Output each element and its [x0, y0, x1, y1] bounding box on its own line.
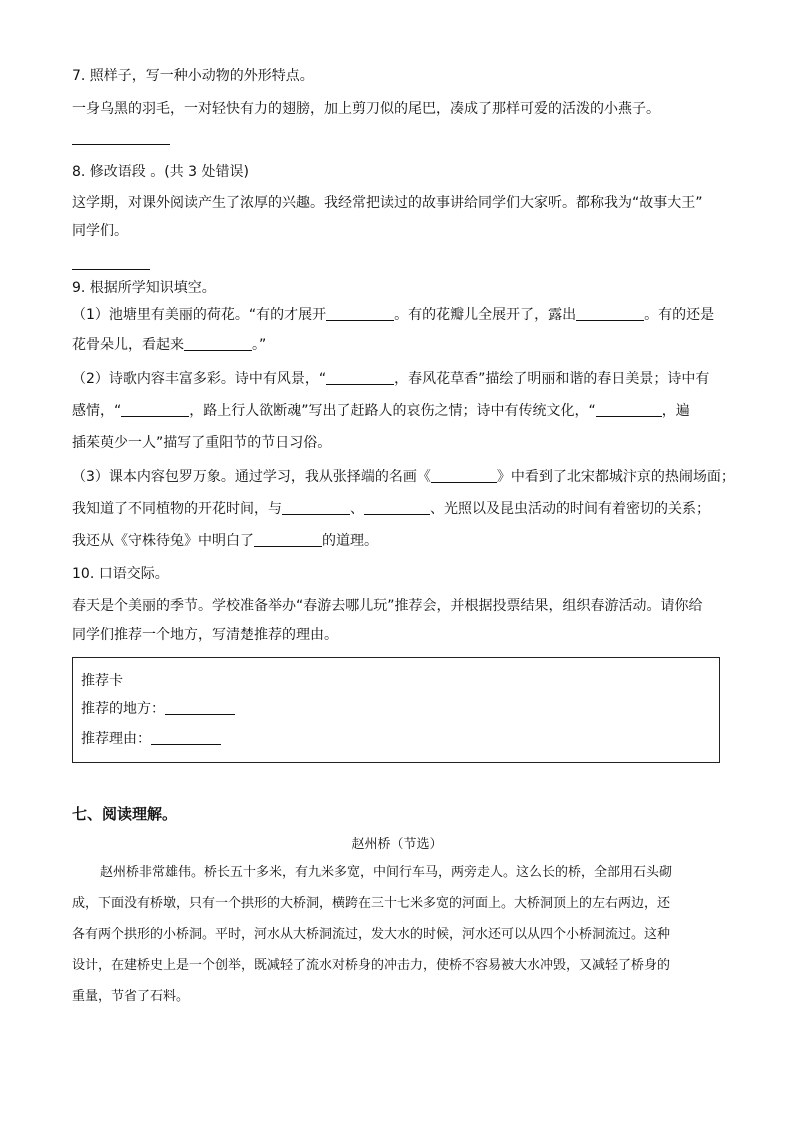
- q9-part3-text-b: 》中看到了北宋都城汴京的热闹场面；: [496, 469, 735, 485]
- q10-title: 10. 口语交际。: [72, 566, 169, 582]
- worksheet-page: [72, 64, 735, 1012]
- q9-blank-10[interactable]: [254, 532, 322, 547]
- card-place-label: 推荐的地方：: [81, 701, 165, 717]
- q9-part2-text-d: ，路上行人欲断魂”写出了赶路人的哀伤之情；诗中有传统文化，“: [189, 403, 596, 419]
- q9-part3-line2: [72, 499, 722, 519]
- q9-part2-text-b: ，春风花草香”描绘了明丽和谐的春日美景；诗中有: [394, 371, 710, 387]
- q9-part1-line1: [72, 305, 722, 325]
- q7-title: 7. 照样子，写一种小动物的外形特点。: [72, 68, 314, 84]
- passage-body: [72, 857, 722, 1012]
- passage-title: 赵州桥（节选）: [351, 837, 443, 852]
- q9-part2-text-e: ，遍: [661, 403, 690, 419]
- q9-part2-line2: [72, 401, 722, 421]
- q9-blank-2[interactable]: [576, 306, 644, 321]
- q9-part2-text-c: 感情，“: [72, 403, 122, 419]
- card-reason-row: [81, 724, 711, 754]
- card-title: 推荐卡: [81, 673, 123, 689]
- q9-part3-text-c: 我知道了不同植物的开花时间，与: [72, 501, 282, 517]
- q7-answer-line[interactable]: [72, 144, 170, 145]
- passage-line: 成，下面没有桥墩，只有一个拱形的大桥洞，横跨在三十七米多宽的河面上。大桥洞顶上的左右两边，还: [72, 896, 671, 911]
- passage-line: 赵州桥非常雄伟。桥长五十多米，有九米多宽，中间行车马，两旁走人。这么长的桥，全部用石头砌: [100, 865, 673, 880]
- q9-part1-text-a: （1）池塘里有美丽的荷花。“有的才展开: [72, 307, 327, 323]
- q9-blank-9[interactable]: [364, 500, 430, 515]
- q9-blank-8[interactable]: [282, 500, 350, 515]
- q9-part3-text-g: 的道理。: [322, 533, 378, 549]
- q9-part3-text-f: 我还从《守株待兔》中明白了: [72, 533, 254, 549]
- q9-part3-line1: [72, 467, 735, 487]
- q9-part2-line3: 插茱萸少一人”描写了重阳节的节日习俗。: [72, 435, 332, 451]
- card-place-row: [81, 694, 711, 724]
- card-place-blank[interactable]: [165, 700, 235, 715]
- q9-part2-text-a: （2）诗歌内容丰富多彩。诗中有风景，“: [72, 371, 327, 387]
- q9-blank-3[interactable]: [184, 336, 252, 351]
- q9-part1-text-e: 。”: [252, 337, 267, 353]
- q8-text-line-1: 这学期，对课外阅读产生了浓厚的兴趣。我经常把读过的故事讲给同学们大家听。都称我为“故事大王”: [72, 195, 703, 211]
- q9-blank-7[interactable]: [431, 468, 497, 483]
- q8-answer-line[interactable]: [72, 269, 150, 270]
- section-heading: 七、阅读理解。: [72, 805, 178, 823]
- q9-part1-text-b: 。有的花瓣儿全展开了，露出: [394, 307, 577, 323]
- q9-part3-text-d: 、: [350, 501, 364, 517]
- q9-part3-line3: [72, 531, 722, 551]
- q8-text-line-2: 同学们。: [72, 223, 128, 239]
- q9-part1-line2: [72, 335, 722, 355]
- q10-description-line-2: 同学们推荐一个地方，写清楚推荐的理由。: [72, 627, 338, 643]
- q9-title: 9. 根据所学知识填空。: [72, 280, 216, 296]
- q9-blank-5[interactable]: [121, 402, 189, 417]
- q9-blank-1[interactable]: [326, 306, 394, 321]
- q10-description-line-1: 春天是个美丽的季节。学校准备举办“春游去哪儿玩”推荐会，并根据投票结果，组织春游活动。请你给: [72, 598, 703, 614]
- card-reason-blank[interactable]: [151, 730, 221, 745]
- passage-line: 设计，在建桥史上是一个创举，既减轻了流水对桥身的冲击力，使桥不容易被大水冲毁，又减轻了桥身的: [72, 958, 671, 973]
- q9-blank-6[interactable]: [596, 402, 662, 417]
- q9-part3-text-a: （3）课本内容包罗万象。通过学习，我从张择端的名画《: [72, 469, 431, 485]
- card-reason-label: 推荐理由：: [81, 731, 151, 747]
- q9-part2-line1: [72, 369, 722, 389]
- q9-part1-text-d: 花骨朵儿，看起来: [72, 337, 184, 353]
- q9-part3-text-e: 、光照以及昆虫活动的时间有着密切的关系；: [430, 501, 710, 517]
- q7-example: 一身乌黑的羽毛，一对轻快有力的翅膀，加上剪刀似的尾巴，凑成了那样可爱的活泼的小燕子。: [72, 101, 660, 117]
- recommendation-card: [72, 657, 720, 763]
- passage-line: 各有两个拱形的小桥洞。平时，河水从大桥洞流过，发大水的时候，河水还可以从四个小桥洞流过。这种: [72, 927, 671, 942]
- q8-title: 8. 修改语段 。(共 3 处错误): [72, 164, 249, 180]
- q9-part1-text-c: 。有的还是: [644, 307, 715, 323]
- passage-line: 重量，节省了石料。: [72, 989, 190, 1004]
- q9-blank-4[interactable]: [326, 370, 394, 385]
